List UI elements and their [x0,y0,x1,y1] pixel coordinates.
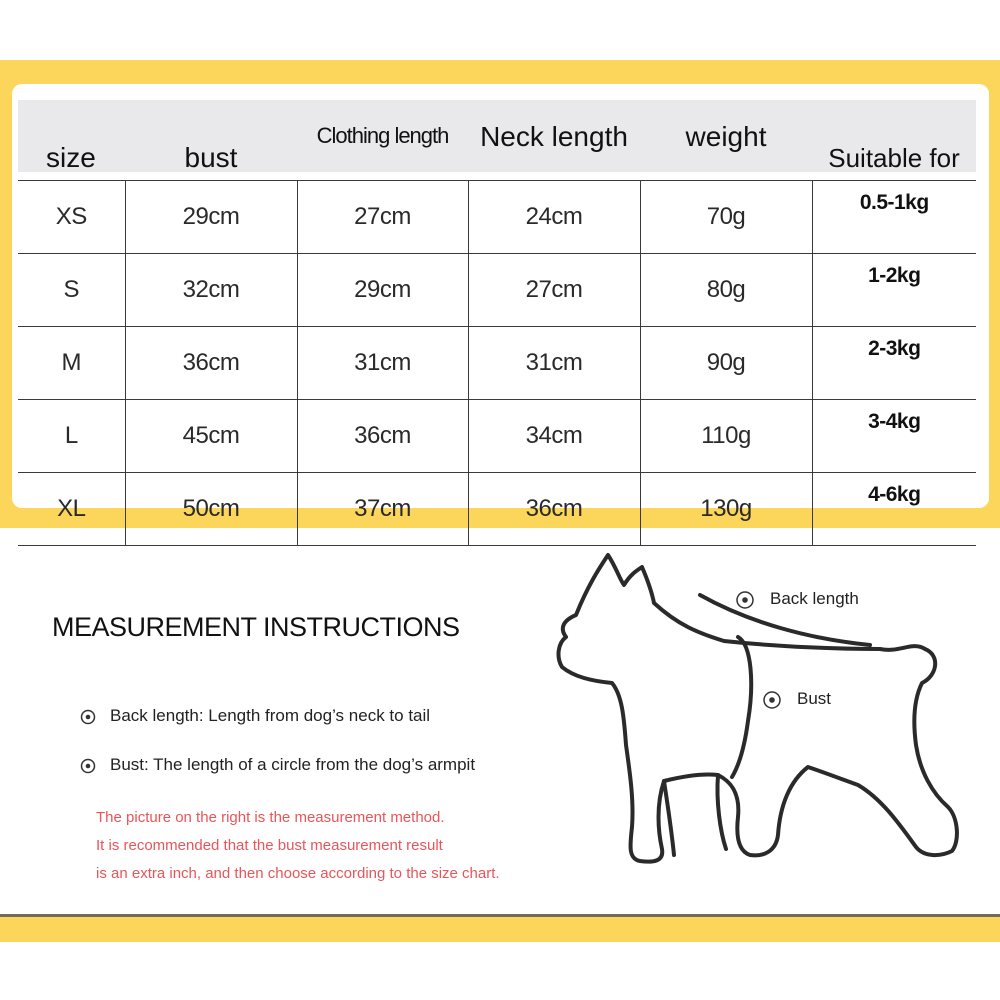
bust-label: Bust [797,689,832,708]
cell-clothing-length: 36cm [297,400,468,473]
note-line: is an extra inch, and then choose according to the size chart. [96,865,500,882]
bust-circle-line [732,637,751,777]
cell-suitable-for: 0.5-1kg [812,181,976,254]
back-length-label: Back length [770,589,859,608]
header-weight: weight [685,121,767,152]
header-neck-length: Neck length [480,121,628,152]
cell-clothing-length: 29cm [297,254,468,327]
dog-measurement-diagram [540,545,980,875]
target-dot-icon [80,758,96,774]
instruction-back-length [80,706,430,726]
target-dot-icon [80,709,96,725]
cell-suitable-for: 1-2kg [812,254,976,327]
note-line: The picture on the right is the measurement method. [96,809,445,826]
cell-size: XS [18,181,125,254]
cell-neck-length: 34cm [468,400,640,473]
cell-neck-length: 24cm [468,181,640,254]
cell-bust: 45cm [125,400,297,473]
cell-clothing-length: 27cm [297,181,468,254]
instruction-bust [80,755,475,775]
size-chart-table [18,100,976,546]
cell-bust: 50cm [125,473,297,546]
header-size: size [46,142,96,173]
cell-neck-length: 27cm [468,254,640,327]
cell-suitable-for: 2-3kg [812,327,976,400]
cell-weight: 80g [640,254,812,327]
dog-outline [559,555,957,862]
header-suitable-for: Suitable for [828,143,960,173]
cell-neck-length: 36cm [468,473,640,546]
cell-weight: 90g [640,327,812,400]
header-bust: bust [184,142,238,173]
cell-size: L [18,400,125,473]
dog-leg-detail [717,775,726,849]
cell-size: M [18,327,125,400]
cell-clothing-length: 37cm [297,473,468,546]
table-row [18,181,976,254]
cell-clothing-length: 31cm [297,327,468,400]
cell-suitable-for: 3-4kg [812,400,976,473]
dog-leg-detail [664,781,674,855]
table-header-row [18,100,976,181]
instructions-title: MEASUREMENT INSTRUCTIONS [52,612,460,642]
table-row [18,400,976,473]
table-row [18,327,976,400]
cell-weight: 130g [640,473,812,546]
cell-weight: 70g [640,181,812,254]
cell-suitable-for: 4-6kg [812,473,976,546]
header-clothing-length: Clothing length [316,123,449,148]
cell-bust: 36cm [125,327,297,400]
cell-size: XL [18,473,125,546]
instruction-text: Bust: The length of a circle from the dog’s armpit [110,755,476,774]
cell-size: S [18,254,125,327]
cell-neck-length: 31cm [468,327,640,400]
table-row [18,254,976,327]
cell-weight: 110g [640,400,812,473]
cell-bust: 29cm [125,181,297,254]
table-row [18,473,976,546]
bust-marker [764,692,780,708]
back-length-marker [737,592,753,608]
divider-line [0,914,1000,917]
bottom-yellow-stripe [0,914,1000,942]
cell-bust: 32cm [125,254,297,327]
note-line: It is recommended that the bust measurement result [96,837,443,854]
instruction-text: Back length: Length from dog’s neck to tail [110,706,431,725]
